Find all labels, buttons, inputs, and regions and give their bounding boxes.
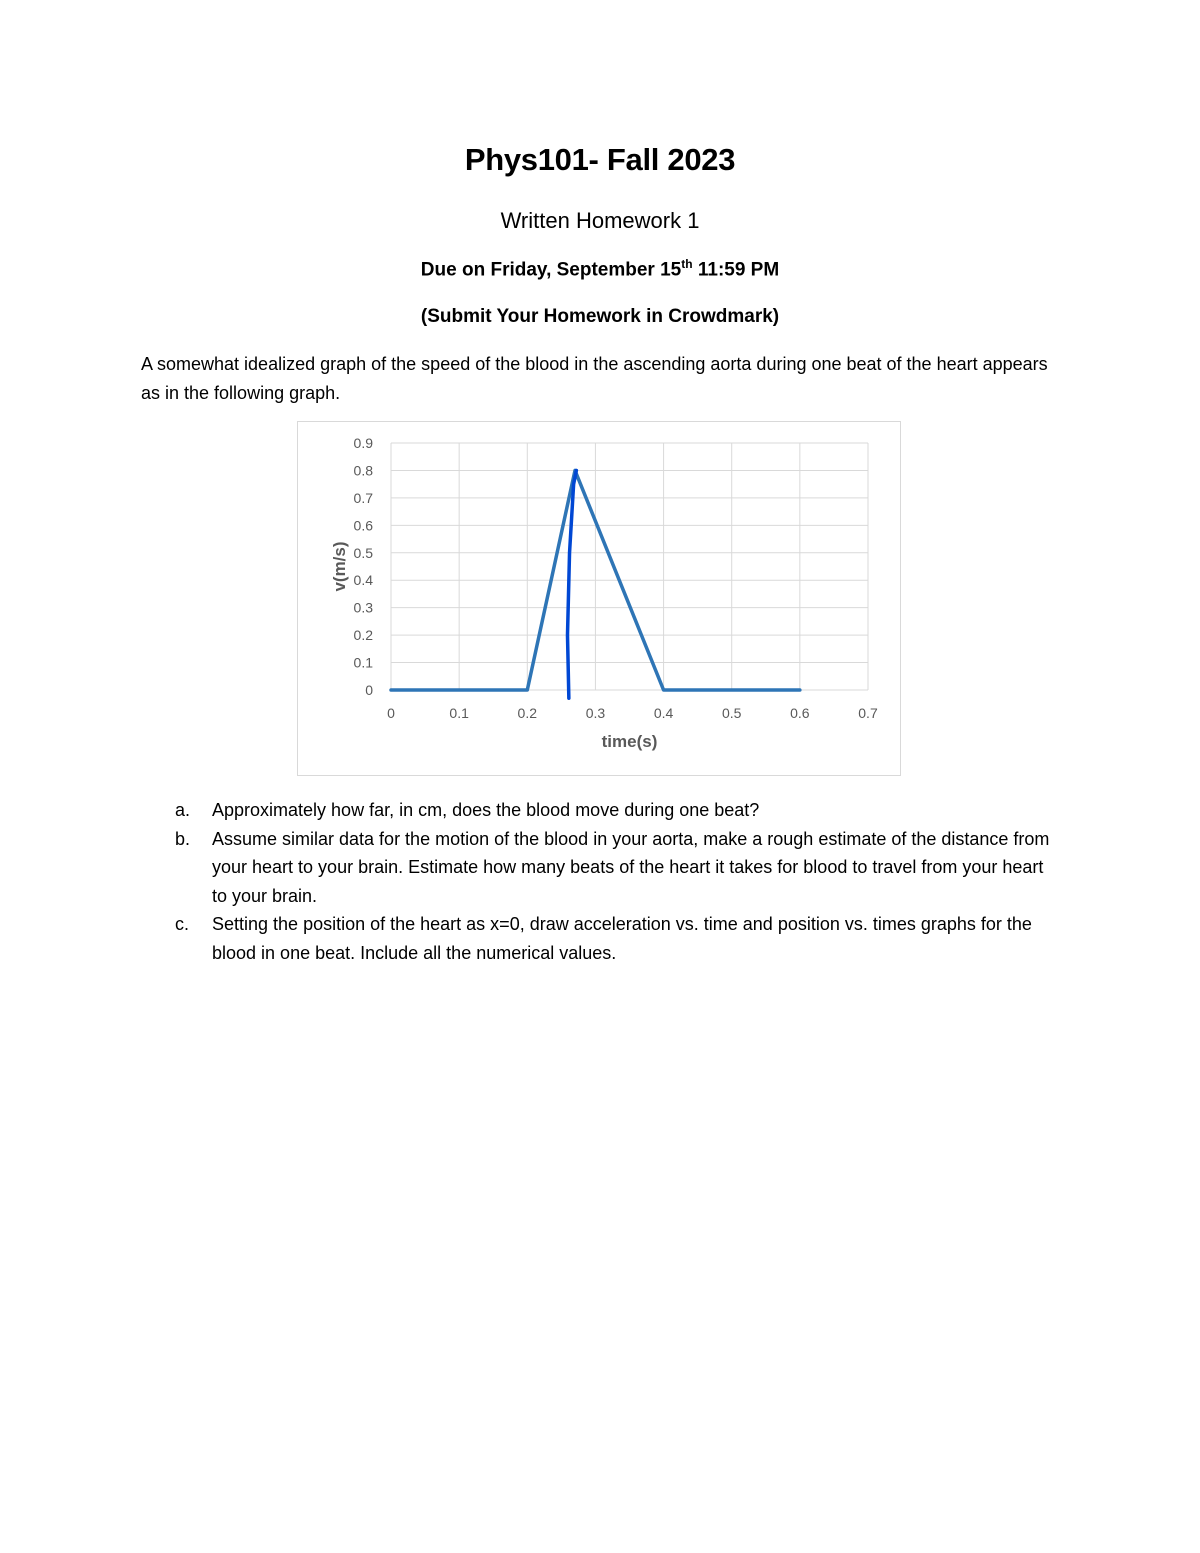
x-tick-label: 0.5 — [721, 705, 742, 721]
question-text: Assume similar data for the motion of the blood in your aorta, make a rough estimate of the distance from your heart to your brain. Estimate how many beats of the heart it takes for blood to travel from your heart to your brain. — [212, 828, 1050, 906]
y-tick-label: 0 — [365, 682, 373, 698]
question-list — [175, 796, 1060, 967]
y-tick-label: 0.3 — [353, 599, 373, 616]
y-tick-label: 0.1 — [353, 654, 373, 671]
y-tick-label: 0.2 — [353, 627, 373, 644]
x-tick-label: 0.4 — [653, 705, 674, 721]
question-letter: a. — [175, 800, 191, 820]
question-text: Setting the position of the heart as x=0, draw acceleration vs. time and position vs. times graphs for the blood in one beat. Include all the numerical values. — [212, 914, 1032, 963]
y-tick-label: 0.6 — [353, 517, 373, 534]
due-date-ordinal: th — [681, 257, 693, 271]
y-tick-label: 0.5 — [353, 544, 373, 561]
x-tick-label: 0.1 — [449, 705, 469, 721]
question-letter: c. — [175, 914, 190, 934]
question-text: Approximately how far, in cm, does the blood move during one beat? — [212, 800, 760, 820]
x-tick-label: 0 — [387, 705, 395, 721]
velocity-chart — [297, 421, 901, 776]
due-date — [0, 257, 1200, 281]
y-tick-label: 0.4 — [353, 572, 373, 589]
question-item — [175, 796, 1060, 825]
y-tick-label: 0.8 — [353, 462, 373, 479]
y-tick-label: 0.9 — [353, 435, 373, 451]
x-tick-label: 0.3 — [585, 705, 606, 721]
y-axis-title: v(m/s) — [330, 541, 349, 592]
question-letter: b. — [175, 828, 191, 849]
x-axis-title: time(s) — [601, 732, 658, 751]
x-tick-label: 0.7 — [858, 705, 878, 721]
intro-paragraph: A somewhat idealized graph of the speed of the blood in the ascending aorta during one beat of the heart appears as in the following graph. — [141, 354, 1048, 403]
velocity-chart-svg — [298, 422, 902, 777]
question-item — [175, 910, 1060, 967]
x-tick-label: 0.6 — [790, 705, 810, 721]
page-subtitle: Written Homework 1 — [500, 208, 700, 233]
submit-note: (Submit Your Homework in Crowdmark) — [420, 306, 780, 327]
question-item — [175, 825, 1060, 911]
due-date-prefix: Due on Friday, September 15 — [420, 259, 682, 281]
y-tick-label: 0.7 — [353, 489, 373, 506]
x-tick-label: 0.2 — [517, 705, 538, 721]
due-date-time: 11:59 PM — [692, 259, 780, 281]
page-title: Phys101- Fall 2023 — [464, 142, 736, 177]
